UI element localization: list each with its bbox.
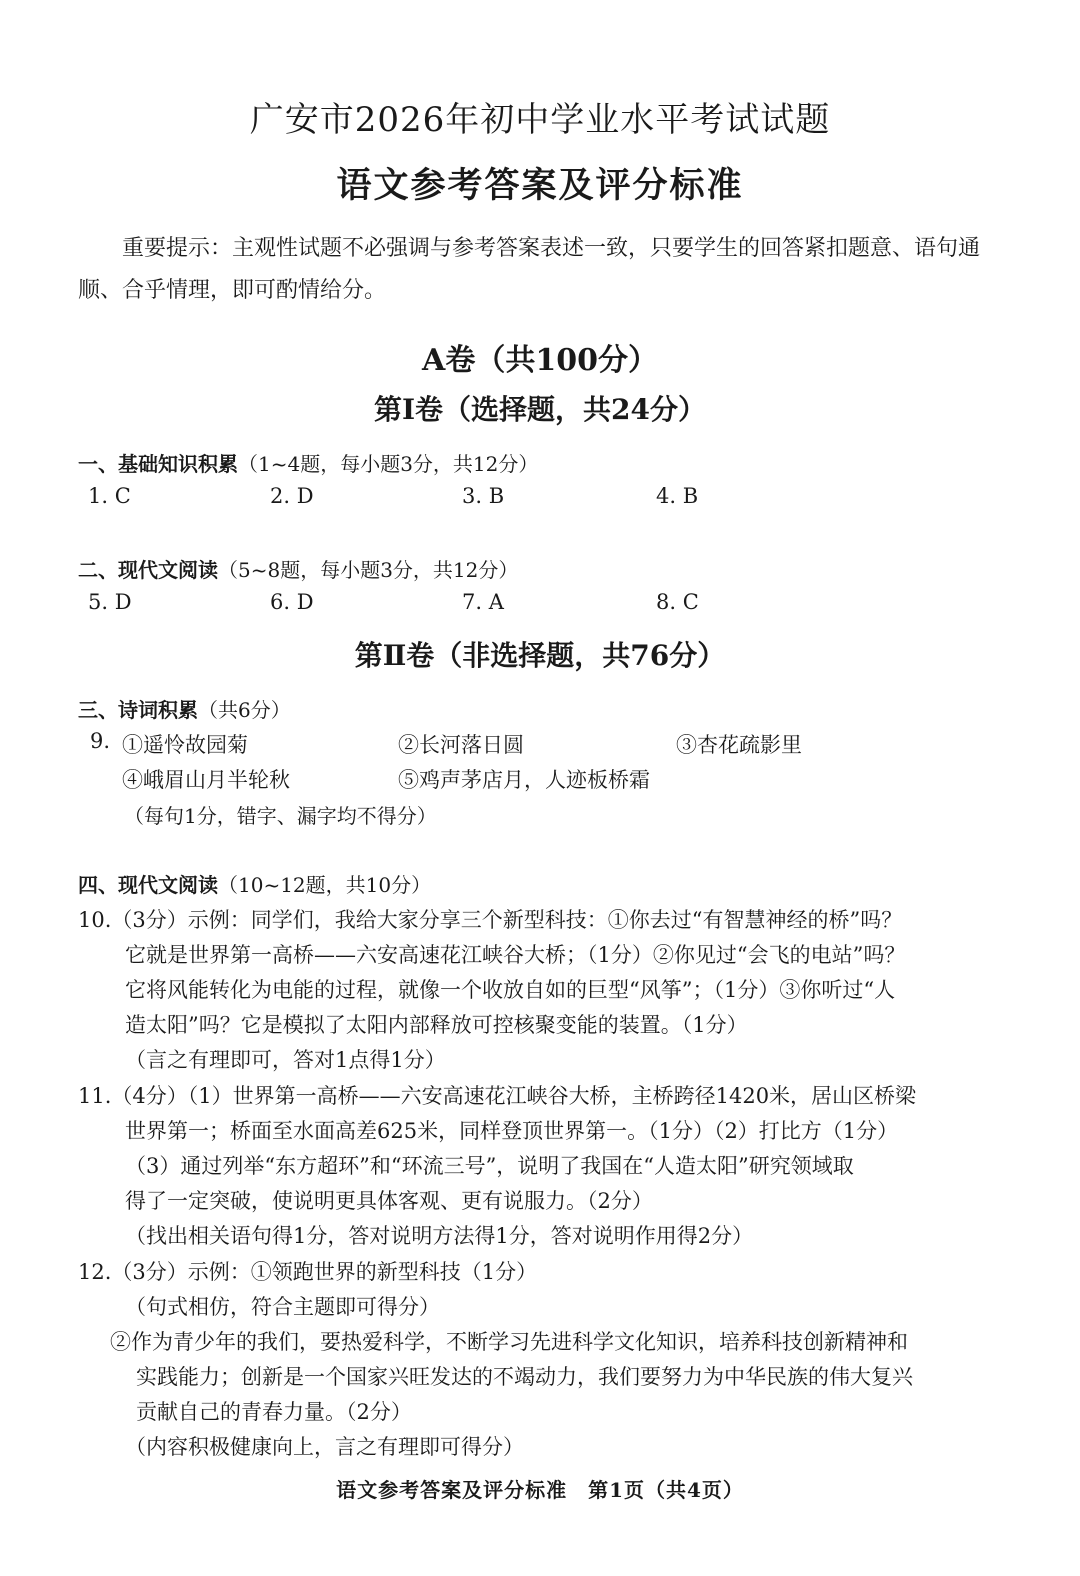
- q11-line-4: 得了一定突破，使说明更具体客观、更有说服力。（2分）: [125, 1189, 653, 1213]
- q12-note-2: （内容积极健康向上，言之有理即可得分）: [125, 1435, 524, 1459]
- part2-heading: 第Ⅱ卷（非选择题，共76分）: [354, 639, 726, 672]
- section2-title: 二、现代文阅读: [78, 558, 218, 582]
- q12-note-1: （句式相仿，符合主题即可得分）: [125, 1295, 440, 1319]
- answer-7: 7. A: [462, 590, 504, 614]
- q11-line-2: 世界第一；桥面至水面高差625米，同样登顶世界第一。（1分）（2）打比方（1分）: [125, 1119, 899, 1143]
- q12-line-4: 贡献自己的青春力量。（2分）: [136, 1400, 412, 1424]
- q11-line-1: 11.（4分）（1）世界第一高桥——六安高速花江峡谷大桥，主桥跨径1420米，居山区桥梁: [78, 1084, 917, 1108]
- q10-line-1: 10.（3分）示例：同学们，我给大家分享三个新型科技：①你去过“有智慧神经的桥”吗？: [78, 908, 903, 932]
- q12-line-2: ②作为青少年的我们，要热爱科学，不断学习先进科学文化知识，培养科技创新精神和: [110, 1330, 908, 1354]
- answer-8: 8. C: [656, 590, 699, 614]
- exam-title: 广安市2026年初中学业水平考试试题: [249, 100, 831, 140]
- part1-heading: 第Ⅰ卷（选择题，共24分）: [373, 393, 707, 426]
- volume-a-heading: A卷（共100分）: [422, 343, 658, 378]
- answer-4: 4. B: [656, 484, 699, 508]
- answer-6: 6. D: [270, 590, 314, 614]
- question-9-note: （每句1分，错字、漏字均不得分）: [124, 804, 437, 828]
- q10-line-4: 造太阳”吗？它是模拟了太阳内部释放可控核聚变能的装置。（1分）: [125, 1013, 748, 1037]
- important-notice: 重要提示：主观性试题不必强调与参考答案表述一致，只要学生的回答紧扣题意、语句通顺、合乎情理，即可酌情给分。: [78, 236, 981, 303]
- poem-line-1: ①遥怜故园菊: [122, 733, 248, 757]
- question-9-number: 9.: [90, 729, 111, 753]
- q10-line-2: 它就是世界第一高桥——六安高速花江峡谷大桥；（1分）②你见过“会飞的电站”吗？: [125, 943, 906, 967]
- answer-3: 3. B: [462, 484, 505, 508]
- poem-line-5: ⑤鸡声茅店月，人迹板桥霜: [398, 768, 650, 792]
- answer-2: 2. D: [270, 484, 314, 508]
- section4-score: （10~12题，共10分）: [218, 873, 432, 897]
- page-footer: 语文参考答案及评分标准 第1页（共4页）: [336, 1478, 744, 1502]
- answer-1: 1. C: [88, 484, 131, 508]
- answer-5: 5. D: [88, 590, 132, 614]
- section3-title: 三、诗词积累: [78, 698, 198, 722]
- poem-line-2: ②长河落日圆: [398, 733, 524, 757]
- q10-note: （言之有理即可，答对1点得1分）: [125, 1048, 446, 1072]
- section1-score: （1~4题，每小题3分，共12分）: [238, 452, 539, 476]
- q12-line-3: 实践能力；创新是一个国家兴旺发达的不竭动力，我们要努力为中华民族的伟大复兴: [136, 1365, 913, 1389]
- poem-line-4: ④峨眉山月半轮秋: [122, 768, 290, 792]
- section4-title: 四、现代文阅读: [78, 873, 218, 897]
- q10-line-3: 它将风能转化为电能的过程，就像一个收放自如的巨型“风筝”；（1分）③你听过“人: [125, 978, 896, 1002]
- section3-heading: [78, 694, 291, 723]
- section2-heading: [78, 554, 518, 583]
- poem-line-3: ③杏花疏影里: [676, 733, 802, 757]
- section1-heading: [78, 448, 538, 477]
- section2-score: （5~8题，每小题3分，共12分）: [218, 558, 519, 582]
- section3-score: （共6分）: [198, 698, 291, 722]
- q12-line-1: 12.（3分）示例：①领跑世界的新型科技（1分）: [78, 1260, 538, 1284]
- document-subtitle: 语文参考答案及评分标准: [336, 165, 744, 206]
- q11-line-3: （3）通过列举“东方超环”和“环流三号”，说明了我国在“人造太阳”研究领域取: [125, 1154, 854, 1178]
- section1-title: 一、基础知识积累: [78, 452, 238, 476]
- q11-note: （找出相关语句得1分，答对说明方法得1分，答对说明作用得2分）: [125, 1224, 754, 1248]
- section4-heading: [78, 869, 431, 898]
